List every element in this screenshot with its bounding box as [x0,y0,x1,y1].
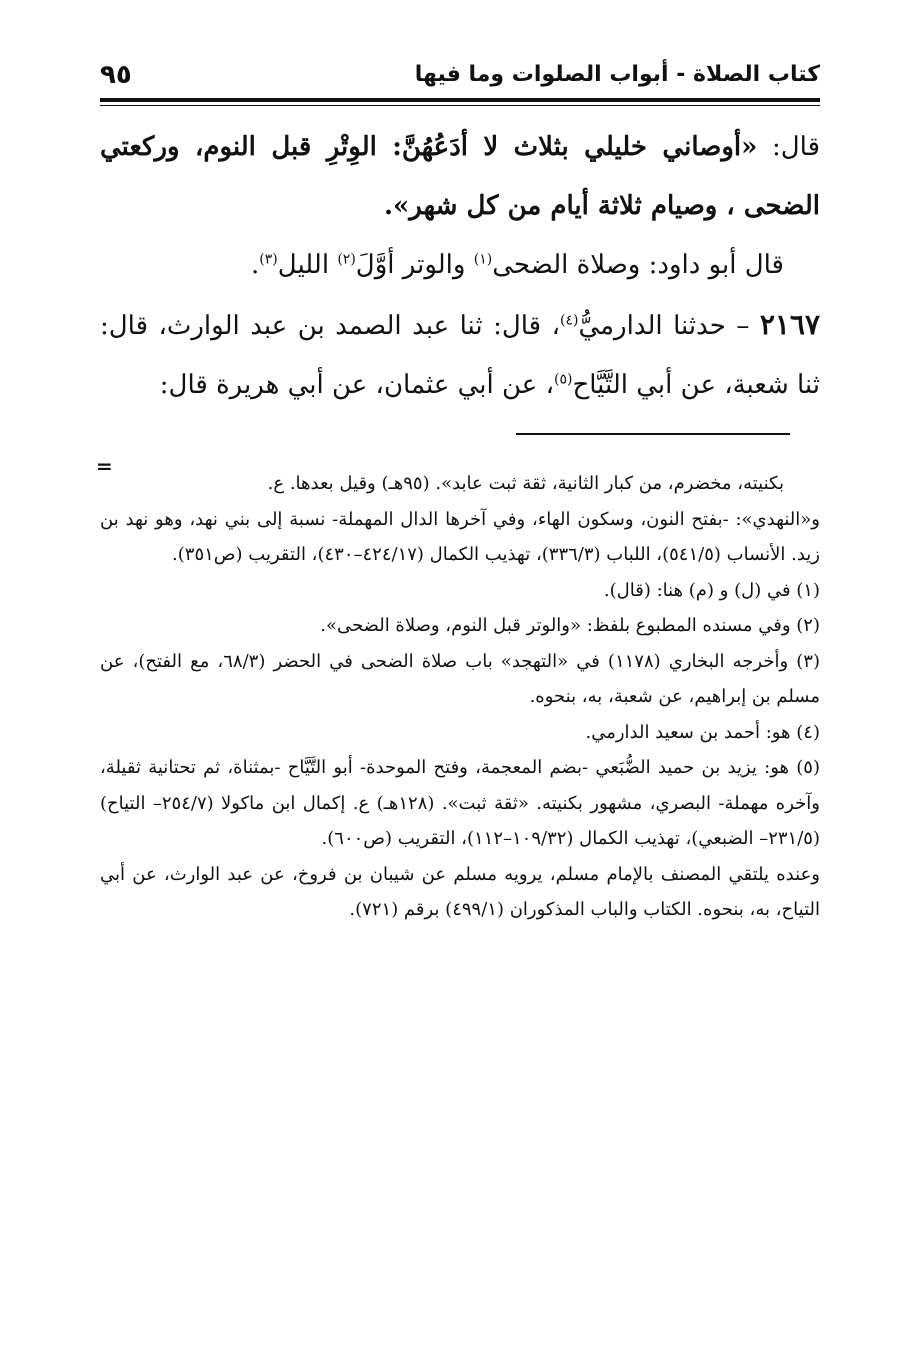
hadith-quote: «أوصاني خليلي بثلاث لا أدَعُهُنَّ: الوِتْرِ قبل النوم، وركعتي الضحى ، وصيام ثلاثة أيام من كل شهر». [100,132,820,221]
footnote-1: (١) في (ل) و (م) هنا: (قال). [603,579,820,601]
footnotes [100,466,820,928]
footnote-3: (٣) وأخرجه البخاري (١١٧٨) في «التهجد» باب صلاة الضحى في الحضر (٦٨/٣، مع الفتح)، عن مسلم بن إبراهيم، عن شعبة، به، بنحوه. [100,650,820,707]
hadith-2167-paragraph [100,295,820,415]
chapter-title: كتاب الصلاة - أبواب الصلوات وما فيها [414,62,820,87]
qal-label: قال: [757,132,821,162]
footnote-ref-4: (٤) [559,312,579,329]
abu-dawud-text-b: والوتر أوَّلَ [355,250,474,280]
footnote-ref-2: (٢) [337,251,356,268]
running-header [100,60,820,96]
footnote-separator [516,433,790,435]
footnote-5-addendum: وعنده يلتقي المصنف بالإمام مسلم، يرويه مسلم عن شيبان بن فروخ، عن عبد الوارث، عن أبي التياح، به، بنحوه. الكتاب والباب المذكوران (٤٩٩/١) برقم (٧٢١). [100,863,820,920]
abu-dawud-text-d: . [251,250,260,280]
footnote-continued-1: بكنيته، مخضرم، من كبار الثانية، ثقة ثبت عابد». (٩٥هـ) وقيل بعدها. ع. [267,473,784,494]
page-number: ٩٥ [100,60,132,90]
footnote-2: (٢) وفي مسنده المطبوع بلفظ: «والوتر قبل النوم، وصلاة الضحى». [320,615,820,636]
abu-dawud-text-c: الليل [277,250,338,280]
isnad-text-a: – حدثنا الدارميُّ [578,311,750,341]
main-text [100,118,820,415]
footnote-ref-5: (٥) [553,371,573,388]
isnad-text-c: ، عن أبي عثمان، عن أبي هريرة قال: [159,370,554,400]
footnote-continued-2: و«النهدي»: -بفتح النون، وسكون الهاء، وفي آخرها الدال المهملة- نسبة إلى بني نهد، وهو نهد بن زيد. الأنساب (٥٤١/٥)، اللباب (٣٣٦/٣)، تهذيب الكمال (٤٢٤/١٧–٤٣٠)، التقريب (ص٣٥١). [100,508,820,565]
abu-dawud-paragraph [100,236,820,295]
footnote-ref-3: (٣) [259,251,278,268]
footnote-5: (٥) هو: يزيد بن حميد الضُّبَعي -بضم المعجمة، وفتح الموحدة- أبو التَّيَّاح -بمثناة، ثم تحتانية ثقيلة، وآخره مهملة- البصري، مشهور بكنيته. «ثقة ثبت». (١٢٨هـ) ع. إكمال ابن ماكولا (٢٥٤/٧– التياح) (٢٣١/٥– الضبعي)، تهذيب الكمال (١٠٩/٣٢–١١٢)، التقريب (ص٦٠٠). [100,757,820,849]
header-rule-thin [100,105,820,106]
hadith-number: ٢١٦٧ [759,308,820,341]
hadith-quote-paragraph [100,118,820,236]
header-rule-thick [100,98,820,102]
footnote-4: (٤) هو: أحمد بن سعيد الدارمي. [585,721,820,743]
isnad-text-b: ، قال: ثنا عبد الصمد بن عبد الوارث، قال: ثنا شعبة، عن أبي التَّيَّاح [100,311,820,400]
footnote-continuation-mark: = [96,454,113,478]
abu-dawud-text-a: قال أبو داود: وصلاة الضحى [492,250,784,280]
footnote-ref-1: (١) [473,251,493,268]
